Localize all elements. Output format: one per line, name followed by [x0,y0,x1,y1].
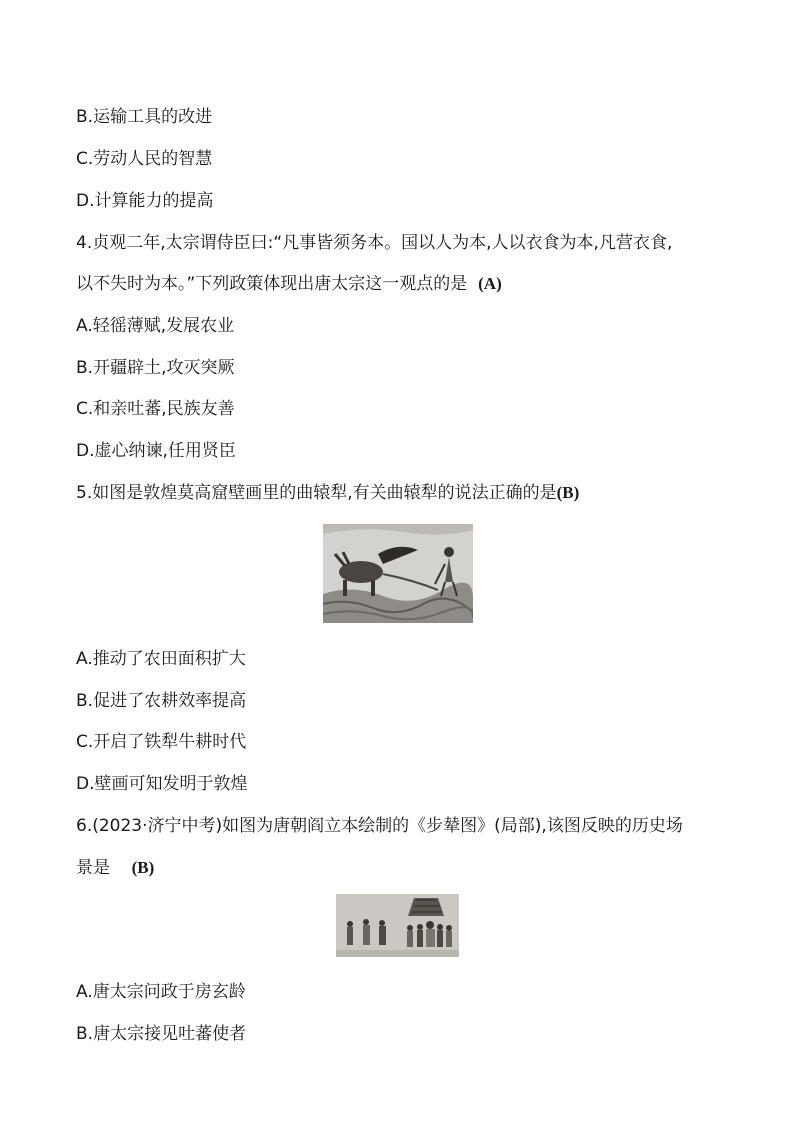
q6-answer: (B) [131,858,155,877]
q3-option-d: D.计算能力的提高 [76,191,214,211]
q3-option-c: C.劳动人民的智慧 [76,149,213,169]
q5-option-b: B.促进了农耕效率提高 [76,691,247,711]
q5-option-a: A.推动了农田面积扩大 [76,649,246,669]
q5-answer: (B) [556,483,580,502]
q6-stem-line2 [76,857,154,879]
q4-answer: (A) [478,274,502,293]
mural-curved-plow-image [323,524,473,623]
q4-stem-line2 [76,273,502,295]
q4-option-b: B.开疆辟土,攻灭突厥 [76,358,235,378]
q5-stem [76,482,579,504]
q6-option-a: A.唐太宗问政于房玄龄 [76,982,246,1002]
q4-stem-line1: 4.贞观二年,太宗谓侍臣曰:“凡事皆须务本。国以人为本,人以衣食为本,凡营衣食, [76,233,673,253]
q4-option-d: D.虚心纳谏,任用贤臣 [76,441,236,461]
bunian-tu-painting-image [336,894,459,957]
q6-stem-text: 景是 [76,858,110,878]
q6-option-b: B.唐太宗接见吐蕃使者 [76,1024,247,1044]
q4-option-a: A.轻徭薄赋,发展农业 [76,316,235,336]
q4-option-c: C.和亲吐蕃,民族友善 [76,399,235,419]
q4-stem-text: 以不失时为本。”下列政策体现出唐太宗这一观点的是 [76,274,468,294]
q5-option-c: C.开启了铁犁牛耕时代 [76,732,247,752]
q5-stem-text: 5.如图是敦煌莫高窟壁画里的曲辕犁,有关曲辕犁的说法正确的是 [76,483,557,503]
q5-option-d: D.壁画可知发明于敦煌 [76,774,248,794]
q3-option-b: B.运输工具的改进 [76,107,213,127]
q6-stem-line1: 6.(2023·济宁中考)如图为唐朝阎立本绘制的《步辇图》(局部),该图反映的历史场 [76,816,683,836]
